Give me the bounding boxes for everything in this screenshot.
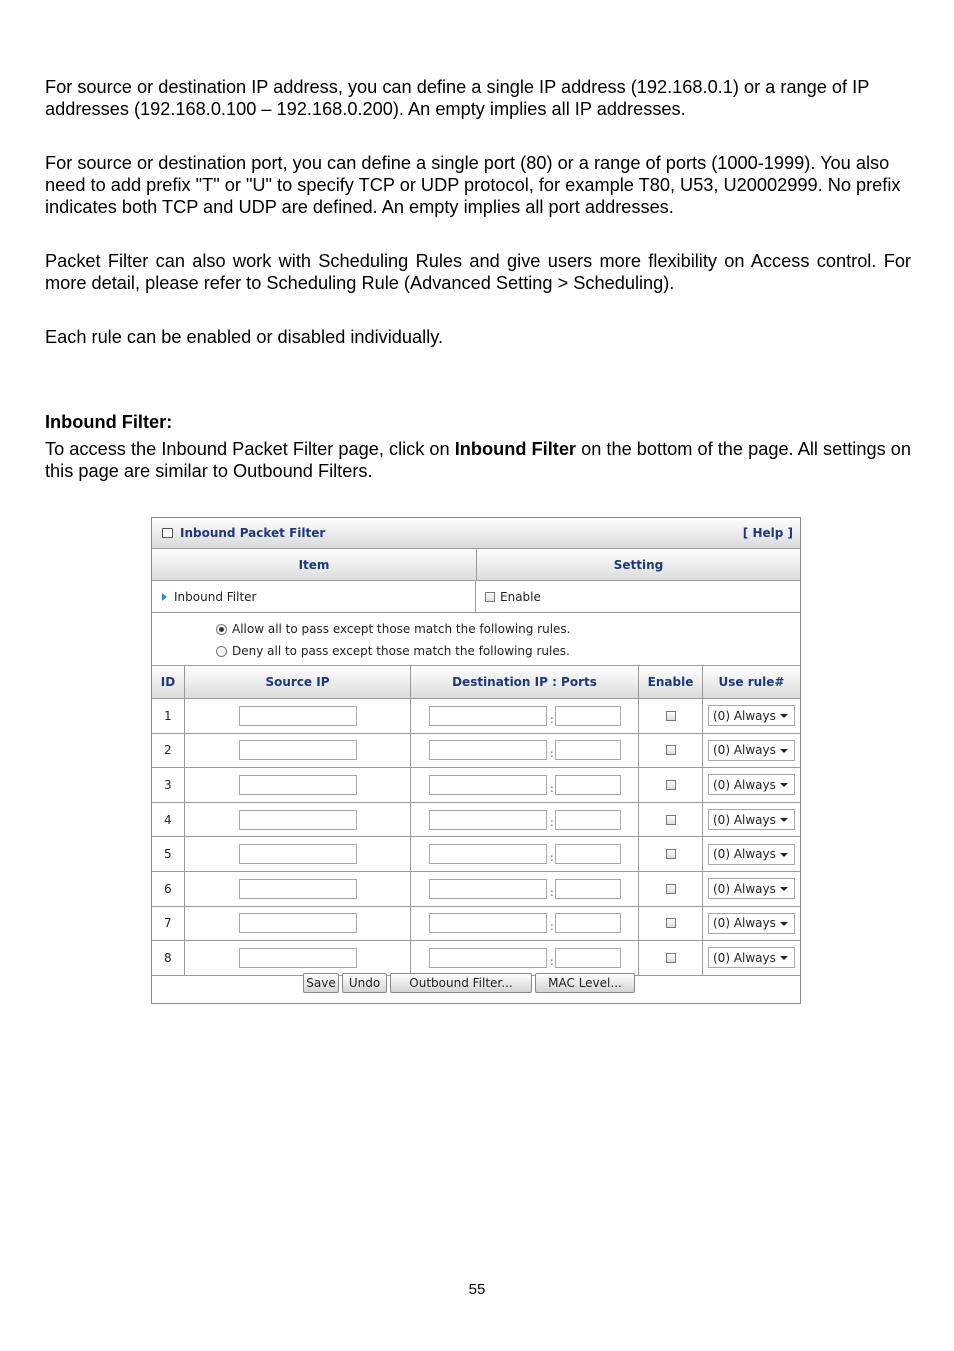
destination-cell [411, 872, 639, 906]
section-heading: Inbound Filter: [45, 412, 173, 432]
enable-filter-checkbox[interactable] [485, 592, 495, 602]
destination-ip-input[interactable] [429, 879, 547, 899]
enable-filter-label: Enable [500, 589, 541, 604]
use-rule-cell [703, 803, 800, 837]
source-ip-cell [185, 734, 411, 768]
rule-id: 3 [152, 768, 185, 802]
source-ip-input[interactable] [239, 706, 357, 726]
rule-enable-checkbox[interactable] [666, 918, 676, 928]
rules-grid-header [152, 666, 800, 699]
destination-port-input[interactable] [555, 844, 621, 864]
deny-radio-label: Deny all to pass except those match the following rules. [232, 644, 570, 658]
use-rule-value: (0) Always [713, 777, 776, 792]
inbound-filter-setting-cell [476, 581, 800, 612]
enable-cell [639, 803, 703, 837]
dropdown-arrow-icon [780, 818, 788, 822]
rule-id: 6 [152, 872, 185, 906]
ip-port-separator: : [550, 712, 554, 726]
header-id: ID [152, 666, 185, 698]
destination-port-input[interactable] [555, 740, 621, 760]
source-ip-cell [185, 803, 411, 837]
header-use-rule: Use rule# [718, 675, 785, 689]
table-row [152, 803, 800, 838]
ip-port-separator: : [550, 954, 554, 968]
source-ip-input[interactable] [239, 775, 357, 795]
use-rule-value: (0) Always [713, 812, 776, 827]
use-rule-value: (0) Always [713, 916, 776, 931]
destination-port-input[interactable] [555, 775, 621, 795]
intro-text-after: on the bottom of the page. All settings on this page are similar to Outbound Filters. [45, 439, 911, 481]
rule-enable-checkbox[interactable] [666, 884, 676, 894]
source-ip-cell [185, 907, 411, 941]
deny-radio[interactable] [216, 646, 227, 657]
destination-port-input[interactable] [555, 879, 621, 899]
source-ip-cell [185, 768, 411, 802]
enable-cell [639, 768, 703, 802]
rule-id: 8 [152, 941, 185, 975]
dropdown-arrow-icon [780, 853, 788, 857]
table-row [152, 768, 800, 803]
ip-port-separator: : [550, 781, 554, 795]
save-button[interactable]: Save [303, 973, 339, 993]
use-rule-value: (0) Always [713, 708, 776, 723]
paragraph-enable-rule: Each rule can be enabled or disabled individually. [45, 327, 444, 347]
destination-ip-input[interactable] [429, 810, 547, 830]
ip-port-separator: : [550, 816, 554, 830]
table-row [152, 699, 800, 734]
paragraph-ip-address: For source or destination IP address, you can define a single IP address (192.168.0.1) or a range of IP addresses (192.168.0.100 – 192.168.0.200). An empty implies all IP addresses. [45, 77, 869, 119]
destination-cell [411, 699, 639, 733]
table-row [152, 907, 800, 942]
rule-enable-checkbox[interactable] [666, 711, 676, 721]
header-enable: Enable [639, 666, 703, 698]
enable-cell [639, 734, 703, 768]
rule-enable-checkbox[interactable] [666, 745, 676, 755]
use-rule-select[interactable] [708, 913, 795, 934]
page-number: 55 [468, 1281, 486, 1298]
use-rule-cell [703, 699, 800, 733]
table-row [152, 734, 800, 769]
header-destination: Destination IP : Ports [411, 666, 639, 698]
enable-cell [639, 872, 703, 906]
rule-enable-checkbox[interactable] [666, 849, 676, 859]
rule-enable-checkbox[interactable] [666, 815, 676, 825]
ip-port-separator: : [550, 747, 554, 761]
dropdown-arrow-icon [780, 749, 788, 753]
table-row [152, 837, 800, 872]
dropdown-arrow-icon [780, 887, 788, 891]
enable-cell [639, 837, 703, 871]
rules-grid-body [152, 699, 800, 976]
use-rule-select[interactable] [708, 740, 795, 761]
source-ip-cell [185, 837, 411, 871]
destination-cell [411, 768, 639, 802]
use-rule-value: (0) Always [713, 847, 776, 862]
destination-cell [411, 907, 639, 941]
radio-row-allow [216, 622, 570, 636]
destination-ip-input[interactable] [429, 844, 547, 864]
use-rule-value: (0) Always [713, 743, 776, 758]
source-ip-input[interactable] [239, 879, 357, 899]
dropdown-arrow-icon [780, 714, 788, 718]
source-ip-input[interactable] [239, 844, 357, 864]
rule-id: 5 [152, 837, 185, 871]
enable-cell [639, 907, 703, 941]
use-rule-cell [703, 872, 800, 906]
paragraph-port: For source or destination port, you can define a single port (80) or a range of ports (1000-1999). You also need to add prefix "T" or "U" to specify TCP or UDP protocol, for example T80, U53, U20002999. No prefix indicates both TCP and UDP are defined. An empty implies all port addresses. [45, 153, 901, 217]
dropdown-arrow-icon [780, 783, 788, 787]
section-intro [45, 438, 911, 482]
enable-cell [639, 699, 703, 733]
destination-ip-input[interactable] [429, 775, 547, 795]
use-rule-cell [703, 768, 800, 802]
rule-id: 2 [152, 734, 185, 768]
triangle-bullet-icon [162, 593, 167, 601]
panel-title-bar [152, 518, 800, 549]
mac-level-button[interactable]: MAC Level... [535, 973, 635, 993]
use-rule-cell [703, 837, 800, 871]
destination-ip-input[interactable] [429, 913, 547, 933]
use-rule-value: (0) Always [713, 881, 776, 896]
source-ip-input[interactable] [239, 740, 357, 760]
dropdown-arrow-icon [780, 956, 788, 960]
column-header-item: Item [152, 549, 477, 580]
source-ip-cell [185, 872, 411, 906]
use-rule-cell [703, 734, 800, 768]
intro-text-before: To access the Inbound Packet Filter page, click on [45, 439, 455, 459]
panel-title: Inbound Packet Filter [180, 526, 326, 540]
header-source-ip: Source IP [185, 666, 411, 698]
undo-button[interactable]: Undo [342, 973, 387, 993]
paragraph-scheduling: Packet Filter can also work with Scheduling Rules and give users more flexibility on Access control. For more detail, please refer to Scheduling Rule (Advanced Setting > Scheduling). [45, 251, 911, 293]
destination-cell [411, 734, 639, 768]
filter-mode-options [152, 613, 800, 666]
column-header-setting: Setting [613, 557, 664, 572]
dropdown-arrow-icon [780, 922, 788, 926]
intro-bold-term: Inbound Filter [454, 439, 577, 459]
outbound-filter-button[interactable]: Outbound Filter... [390, 973, 532, 993]
use-rule-select[interactable] [708, 705, 795, 726]
button-bar [152, 963, 800, 1003]
ip-port-separator: : [550, 850, 554, 864]
inbound-filter-label-cell [152, 581, 476, 612]
destination-ip-input[interactable] [429, 740, 547, 760]
use-rule-cell [703, 907, 800, 941]
rule-id: 4 [152, 803, 185, 837]
rule-enable-checkbox[interactable] [666, 780, 676, 790]
destination-port-input[interactable] [555, 913, 621, 933]
allow-radio[interactable] [216, 624, 227, 635]
help-link[interactable]: [ Help ] [742, 526, 793, 540]
rule-enable-checkbox[interactable] [666, 953, 676, 963]
table-row [152, 872, 800, 907]
use-rule-select[interactable] [708, 878, 795, 899]
item-setting-header [152, 549, 800, 581]
source-ip-input[interactable] [239, 810, 357, 830]
destination-cell [411, 803, 639, 837]
source-ip-cell [185, 699, 411, 733]
destination-port-input[interactable] [555, 810, 621, 830]
rule-id: 7 [152, 907, 185, 941]
ip-port-separator: : [550, 885, 554, 899]
use-rule-select[interactable] [708, 774, 795, 795]
ip-port-separator: : [550, 920, 554, 934]
destination-cell [411, 837, 639, 871]
allow-radio-label: Allow all to pass except those match the following rules. [232, 622, 571, 636]
radio-row-deny [216, 644, 570, 658]
inbound-filter-label: Inbound Filter [174, 589, 257, 604]
use-rule-select[interactable] [708, 844, 795, 865]
inbound-filter-row [152, 581, 800, 613]
inbound-packet-filter-panel [151, 517, 801, 1004]
use-rule-value: (0) Always [713, 950, 776, 965]
window-icon [162, 528, 173, 538]
rule-id: 1 [152, 699, 185, 733]
destination-ip-input[interactable] [429, 706, 547, 726]
destination-port-input[interactable] [555, 706, 621, 726]
source-ip-input[interactable] [239, 913, 357, 933]
use-rule-select[interactable] [708, 809, 795, 830]
